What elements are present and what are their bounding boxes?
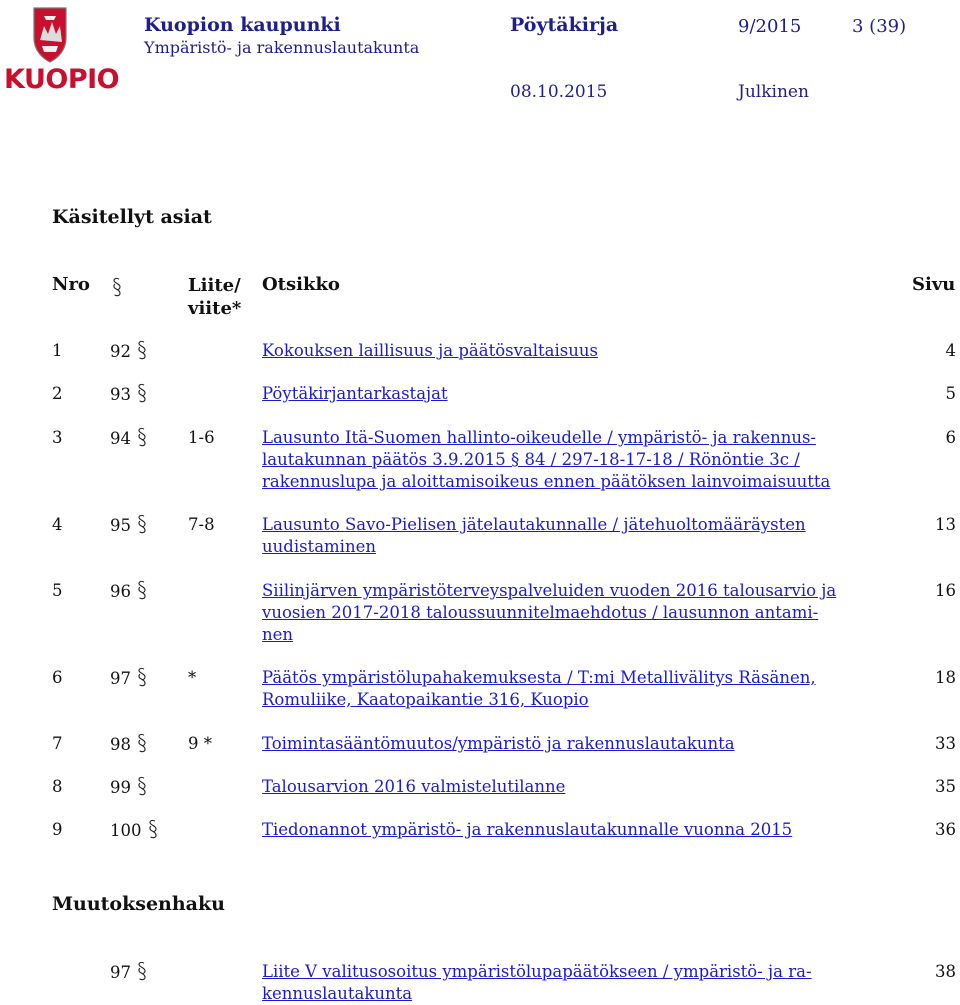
item-title-link[interactable] — [262, 776, 862, 798]
item-title-line: Toimintasääntömuutos/ympäristö ja rakennuslautakunta — [262, 734, 735, 753]
item-page: 16 — [935, 581, 956, 600]
item-attachment: 9 * — [188, 734, 212, 753]
logo-text: KUOPIO — [4, 64, 120, 95]
item-nro: 9 — [52, 820, 63, 839]
item-paragraph — [110, 667, 147, 690]
item-title-link[interactable] — [262, 340, 862, 362]
item-title-line: Pöytäkirjantarkastajat — [262, 384, 448, 403]
item-title-line: Siilinjärven ympäristöterveyspalveluiden vuoden 2016 talousarvio ja — [262, 581, 837, 600]
paragraph-icon — [148, 819, 158, 839]
header-liite-line2: viite* — [188, 298, 242, 319]
item-paragraph-number: 94 — [110, 429, 131, 448]
item-attachment: 1-6 — [188, 428, 215, 447]
document-number: 9/2015 — [738, 16, 802, 37]
item-paragraph-number: 97 — [110, 669, 131, 688]
item-paragraph-number: 92 — [110, 342, 131, 361]
item-paragraph — [110, 514, 147, 537]
item-attachment: 7-8 — [188, 515, 215, 534]
paragraph-icon — [137, 580, 147, 600]
header-nro: Nro — [52, 274, 90, 295]
item-paragraph — [110, 819, 158, 842]
paragraph-icon — [137, 667, 147, 687]
item-paragraph-number: 95 — [110, 516, 131, 535]
item-title-line: Lausunto Itä-Suomen hallinto-oikeudelle / ympäristö- ja rakennus- — [262, 428, 817, 447]
kuopio-logo — [4, 4, 120, 96]
item-title-line: kennuslautakunta — [262, 984, 413, 1003]
item-nro: 7 — [52, 734, 63, 753]
item-paragraph-number: 93 — [110, 385, 131, 404]
document-type: Pöytäkirja — [510, 14, 619, 36]
item-nro: 1 — [52, 341, 63, 360]
item-page: 36 — [935, 820, 956, 839]
item-page: 18 — [935, 668, 956, 687]
item-title-line: Kokouksen laillisuus ja päätösvaltaisuus — [262, 341, 598, 360]
item-paragraph-number: 97 — [110, 963, 131, 982]
header-liite — [188, 274, 258, 320]
item-nro: 4 — [52, 515, 63, 534]
item-title-line: rakennuslupa ja aloittamisoikeus ennen päätöksen lainvoimaisuutta — [262, 472, 831, 491]
item-title-link[interactable] — [262, 383, 862, 405]
item-paragraph — [110, 776, 147, 799]
item-nro: 5 — [52, 581, 63, 600]
item-paragraph — [110, 383, 147, 406]
paragraph-icon — [137, 383, 147, 403]
item-title-line: Talousarvion 2016 valmistelutilanne — [262, 777, 566, 796]
paragraph-icon — [137, 340, 147, 360]
item-title-line: lautakunnan päätös 3.9.2015 § 84 / 297-18-17-18 / Rönöntie 3c / — [262, 450, 800, 469]
meeting-date: 08.10.2015 — [510, 82, 608, 102]
item-title-line: Tiedonannot ympäristö- ja rakennuslautakunnalle vuonna 2015 — [262, 820, 793, 839]
item-title-line: uudistaminen — [262, 537, 376, 556]
header-sivu: Sivu — [912, 274, 956, 295]
item-paragraph-number: 99 — [110, 778, 131, 797]
item-page: 6 — [945, 428, 956, 447]
item-title-link[interactable] — [262, 580, 862, 646]
item-title-link[interactable] — [262, 961, 862, 1005]
item-attachment: * — [188, 668, 197, 687]
item-nro: 3 — [52, 428, 63, 447]
section-title: Käsitellyt asiat — [52, 206, 212, 228]
item-title-link[interactable] — [262, 667, 862, 711]
item-paragraph-number: 100 — [110, 821, 142, 840]
item-title-link[interactable] — [262, 733, 862, 755]
paragraph-icon — [137, 733, 147, 753]
item-nro: 8 — [52, 777, 63, 796]
item-paragraph — [110, 961, 147, 984]
item-paragraph — [110, 580, 147, 603]
item-paragraph — [110, 733, 147, 756]
item-title-line: vuosien 2017-2018 taloussuunnitelmaehdotus / lausunnon antami- — [262, 603, 819, 622]
organization-name: Kuopion kaupunki — [144, 14, 341, 36]
item-page: 33 — [935, 734, 956, 753]
appeal-section-title: Muutoksenhaku — [52, 893, 225, 915]
item-page: 38 — [935, 962, 956, 981]
item-title-line: nen — [262, 625, 294, 644]
paragraph-icon — [112, 276, 122, 298]
item-title-line: Päätös ympäristölupahakemuksesta / T:mi Metallivälitys Räsänen, — [262, 668, 816, 687]
paragraph-icon — [137, 776, 147, 796]
item-page: 4 — [945, 341, 956, 360]
item-title-link[interactable] — [262, 514, 862, 558]
item-page: 5 — [945, 384, 956, 403]
item-nro: 2 — [52, 384, 63, 403]
item-paragraph — [110, 340, 147, 363]
item-nro: 6 — [52, 668, 63, 687]
item-title-link[interactable] — [262, 427, 862, 493]
item-title-line: Romuliike, Kaatopaikantie 316, Kuopio — [262, 690, 589, 709]
paragraph-icon — [137, 427, 147, 447]
board-name: Ympäristö- ja rakennuslautakunta — [144, 38, 420, 57]
item-title-line: Liite V valitusosoitus ympäristölupapäätökseen / ympäristö- ja ra- — [262, 962, 812, 981]
item-page: 13 — [935, 515, 956, 534]
item-title-line: Lausunto Savo-Pielisen jätelautakunnalle / jätehuoltomääräysten — [262, 515, 806, 534]
paragraph-icon — [137, 514, 147, 534]
item-paragraph-number: 98 — [110, 735, 131, 754]
item-page: 35 — [935, 777, 956, 796]
header-otsikko: Otsikko — [262, 274, 340, 295]
page-number: 3 (39) — [852, 16, 907, 37]
publicity-status: Julkinen — [738, 82, 809, 102]
header-liite-line1: Liite/ — [188, 275, 241, 296]
paragraph-icon — [137, 961, 147, 981]
item-title-link[interactable] — [262, 819, 862, 841]
item-paragraph-number: 96 — [110, 582, 131, 601]
item-paragraph — [110, 427, 147, 450]
